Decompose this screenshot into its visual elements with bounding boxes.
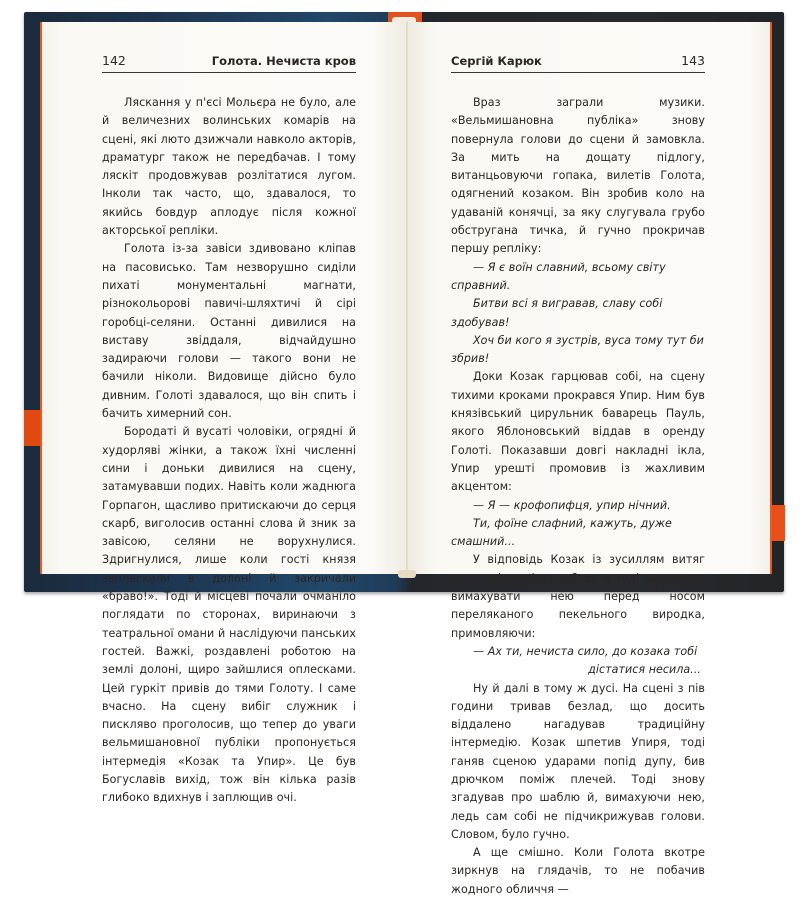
paragraph: Доки Козак гарцював собі, на сцену тихими кроками прокрався Упир. Ним був князівський цирульник баварець Пауль, якого Яблоновський віддав в оренду Голоті. Показавши довгі накладні ікла, Упир урешті промовив із жахливим акцентом: [451,370,705,494]
cover-accent-band-right [771,505,785,541]
paragraph: У відповідь Козак із зусиллям витяг свою заіржавілу шаблю, а тоді заходився вимахувати нею перед носом переляканого пекельного виродка, примовляючи: [451,553,705,640]
verse-line: — Я є воїн славний, всьому світу справний. [451,260,666,292]
verse-line: Хоч би кого я зустрів, вуса тому тут би збрив! [451,333,704,366]
verse-line: Ти, фоїне слафний, кажуть, дуже смашний... [451,516,672,549]
page-number: 142 [102,53,126,68]
verse-line: дістатися несила... [588,663,701,677]
right-running-head [451,50,705,73]
paragraph: Ляскання у п'єсі Мольєра не було, але й величезних волинських комарів на сцені, які люто дзижчали навколо акторів, драматург також не передбачав. І тому ляскіт продовжував розлітатися лугом. Інколи так часто, що, здавалося, то якийсь бовдур аплодує після кожної акторської репліки. [102,96,356,238]
left-page [40,22,409,805]
paragraph: Голота із-за завіси здивовано кліпав на пасовисько. Там незворушно сиділи пихаті монументальні магнати, різнокольорові павичі-шляхтичі й сірі горобці-селяни. Останні дивилися на виставу звіддаля, відчайдушно задираючи голови — такого вони не бачили ніколи. Видовище дійсно було дивним. Голоті здавалося, що він спить і бачить химерний сон. [102,242,356,421]
right-page-text [451,94,705,899]
paragraph: Бородаті й вусаті чоловіки, огрядні й худорляві жінки, а також їхні численні сини і доньки дивилися на сцену, затамувавши подих. Навіть коли жаднюга Горпагон, щасливо притискаючи до серця скарб, виголосив останні слова й зник за завісою, селяни не ворухнулися. Здригнулися, лише коли гості князя заплескали в долоні й закричали «браво!». Тоді й місцеві почали очманіло поглядати по сторонах, виринаючи з театральної омани й наслідуючи панських гостей. Важкі, роздавлені роботою на землі долоні, щиро зайшлися оплесками. Цей гуркіт привів до тями Голоту. І саме вчасно. На сцену вибіг служник і пискляво проголосив, що тепер до уваги вельмишановної публіки пропонується інтермедія «Козак та Упир». Це був Богуславів вихід, тож він кілька разів глибоко вдихнув і заплющив очі. [102,425,356,805]
paragraph: Враз заграли музики. «Вельмишановна публіка» знову повернула голови до сцени й замовкла. За мить на дощату підлогу, витанцьовуючи гопака, вилетів Голота, одягнений козаком. Він зробив коло на удаваній конячці, за яку слугувала грубо обстругана тичка, й гучно прокричав першу репліку: [451,96,705,256]
verse-line: — Я — крофопифця, упир нічний. [473,498,671,512]
left-page-text [102,94,356,808]
verse-line: Битви всі я вигравав, славу собі здобував! [451,297,663,329]
left-running-head [102,50,356,73]
running-title: Голота. Нечиста кров [211,54,356,68]
paragraph: А ще смішно. Коли Голота вкотре зиркнув на глядачів, то не побачив жодного обличчя — [451,846,705,896]
cover-accent-band-left [24,410,41,446]
headband-bottom [398,570,416,578]
running-author: Сергій Карюк [451,54,542,68]
book-gutter [406,22,408,574]
verse-line: — Ах ти, нечиста сило, до козака тобі [473,644,698,658]
paragraph: Ну й далі в тому ж дусі. На сцені з пів години тривав безлад, що досить віддалено нагадував традиційну інтермедію. Козак шпетив Упиря, тоді ганяв сценою ударами попід дупу, бив дрючком поміж плечей. Тоді знову згадував про шаблю й, вимахуючи нею, ледь сам собі не підчикрижував голови. Словом, було гучно. [451,681,705,841]
right-page [407,22,772,896]
page-number: 143 [681,53,705,68]
